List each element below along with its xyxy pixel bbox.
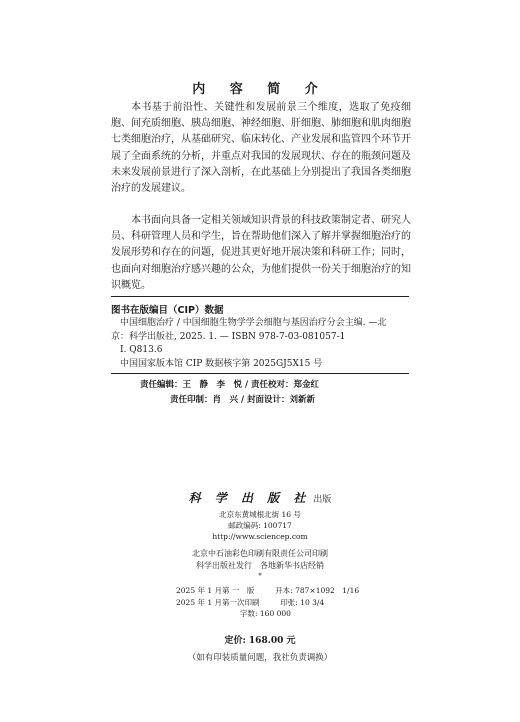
intro-paragraph-2: 本书面向具备一定相关领域知识背景的科技政策制定者、研究人员、科研管理人员和学生，旨在帮助他们深入了解并掌握细胞治疗的发展形势和存在的问题，促进其更好地开展决策和科研工作；同时，也面向对细胞治疗感兴趣的公众，为他们提供一份关于细胞治疗的知识概览。 [111, 215, 411, 291]
intro-title: 内 容 简 介 [192, 82, 328, 97]
editorial-staff-line: 责任编辑：王 静 李 悦 / 责任校对：郑金红 [140, 380, 320, 390]
cip-line-4: 中国国家版本馆 CIP 数据核字第 2025GJ5X15 号 [120, 358, 323, 369]
publisher-suffix: 出版 [313, 495, 332, 505]
format-size: 开本: 787×1092 1/16 [275, 586, 360, 595]
edition-number: 一 版 [231, 586, 255, 595]
printer-line: 北京中石油彩色印刷有限责任公司印刷 [192, 549, 328, 558]
edition-line-3 [176, 608, 356, 620]
price: 定价: 168.00 元 [224, 636, 296, 646]
publisher-postcode: 邮政编码: 100717 [228, 521, 292, 530]
cip-line-3: Ⅰ. Q813.6 [120, 345, 163, 355]
printed-sheets: 印张: 10 3/4 [280, 597, 325, 607]
edition-line-2 [176, 597, 356, 609]
publisher-name: 科 学 出 版 社 [188, 491, 311, 505]
quality-note: （如有印装质量问题，我社负责调换） [187, 653, 333, 663]
cip-bottom-rule [111, 373, 409, 374]
cip-heading: 图书在版编目（CIP）数据 [111, 305, 224, 316]
edition-line-1 [176, 585, 360, 597]
cip-line-1: 中国细胞治疗 / 中国细胞生物学学会细胞与基因治疗分会主编. —北 [120, 318, 387, 328]
edition-date: 2025 年 1 月第 [176, 586, 230, 595]
publisher-logo [0, 489, 520, 506]
cip-record [111, 317, 411, 371]
production-staff-line: 责任印制：肖 兴 / 封面设计：刘新新 [170, 395, 316, 405]
intro-paragraph-1: 本书基于前沿性、关键性和发展前景三个维度，选取了免疫细胞、间充质细胞、胰岛细胞、神经细胞、肝细胞、肺细胞和肌肉细胞七类细胞治疗，从基础研究、临床转化、产业发展和监管四个环节开展了全面系统的分析，并重点对我国的发展现状、存在的瓶颈问题及未来发展前景进行了深入剖析，在此基础上分别提出了我国各类细胞治疗的发展建议。 [111, 102, 411, 195]
word-count: 字数: 160 000 [240, 609, 291, 618]
publisher-website: http://www.sciencep.com [212, 532, 308, 541]
edition-block [176, 585, 360, 620]
publisher-address: 北京东黄城根北街 16 号 [219, 510, 301, 519]
cip-line-2: 京：科学出版社, 2025. 1. — ISBN 978-7-03-081057-1 [111, 331, 346, 342]
printing-date: 2025 年 1 月第一次印刷 [176, 597, 260, 607]
separator-star: * [258, 572, 262, 580]
cip-top-rule [111, 296, 409, 297]
distribution-line: 科学出版社发行 各地新华书店经销 [196, 561, 324, 570]
